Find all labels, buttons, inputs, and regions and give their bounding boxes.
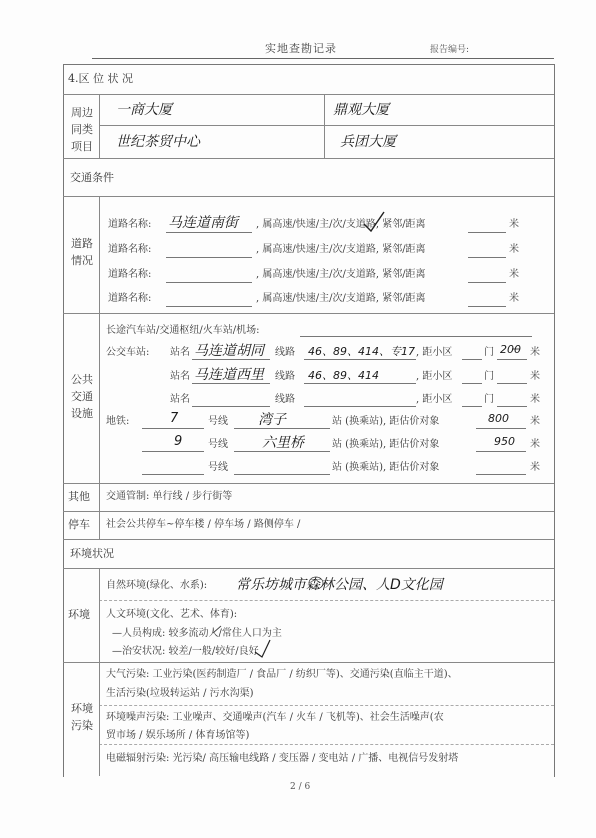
road-type-options: , 属高速/快速/主/次/支道路, 紧邻/距离	[256, 219, 426, 230]
gate-label: 门	[484, 394, 494, 405]
road-type-options: , 属高速/快速/主/次/支道路, 紧邻/距离	[256, 244, 426, 255]
metro-1-line: 7	[170, 411, 179, 426]
metro-2-station: 六里桥	[262, 435, 304, 451]
electromagnetic-pollution: 电磁辐射污染: 光污染/ 高压输电线路 / 变压器 / 变电站 / 广播、电视信号发射塔	[106, 753, 459, 764]
unit-label: 米	[509, 293, 519, 304]
station-name-label: 站名	[170, 394, 190, 405]
station-name-label: 站名	[170, 347, 190, 358]
air-pollution-line-1: 大气污染: 工业污染(医药制造厂 / 食品厂 / 纺织厂等)、交通污染(直临主干道)、	[106, 669, 458, 680]
distance-label: , 距小区	[416, 371, 453, 382]
section-title: 4.区 位 状 况	[68, 72, 133, 85]
transfer-station-label: 站 (换乘站), 距估价对象	[332, 462, 440, 473]
transfer-station-label: 站 (换乘站), 距估价对象	[332, 416, 440, 427]
bus-stop-2-routes: 46、89、414	[308, 369, 379, 382]
transfer-station-label: 站 (换乘站), 距估价对象	[332, 439, 440, 450]
bus-stop-label: 公交车站:	[106, 347, 150, 358]
environment-status-title: 环境状况	[70, 547, 114, 560]
document-title: 实地查勘记录	[265, 42, 337, 55]
meter-label: 米	[530, 416, 540, 427]
metro-2-line: 9	[174, 434, 183, 449]
line-label: 号线	[208, 416, 228, 427]
natural-environment-value: 常乐坊城市森林公园、人D文化园	[236, 577, 443, 593]
bus-stop-1-routes: 46、89、414、专17	[308, 345, 415, 358]
road-conditions-label: 道路情况	[71, 237, 93, 267]
line-label: 号线	[208, 462, 228, 473]
unit-label: 米	[509, 219, 519, 230]
environment-label: 环境	[68, 608, 90, 621]
check-mark-icon	[364, 212, 384, 231]
public-transport-label: 公共交通设施	[71, 373, 93, 420]
slash-mark-icon	[213, 626, 221, 633]
road-name-value: 马连道南街	[168, 215, 238, 231]
air-pollution-line-2: 生活污染(垃圾转运站 / 污水沟渠)	[106, 688, 254, 699]
road-name-label: 道路名称:	[108, 293, 152, 304]
meter-label: 米	[530, 439, 540, 450]
metro-1-distance: 800	[488, 412, 509, 425]
parking-text: 社会公共停车~停车楼 / 停车场 / 路侧停车 /	[106, 519, 301, 530]
security-status: —治安状况: 较差/一般/较好/良好	[112, 646, 259, 657]
parking-label: 停车	[68, 518, 90, 531]
distance-label: , 距小区	[416, 347, 453, 358]
road-name-label: 道路名称:	[108, 244, 152, 255]
natural-environment-label: 自然环境(绿化、水系):	[106, 580, 208, 591]
route-label: 线路	[275, 394, 295, 405]
nearby-project-4: 兵团大厦	[340, 134, 396, 150]
other-label: 其他	[68, 490, 90, 503]
pollution-label: 环境污染	[71, 702, 93, 732]
nearby-project-3: 世纪茶贸中心	[116, 134, 200, 150]
metro-label: 地铁:	[106, 416, 130, 427]
meter-label: 米	[530, 394, 540, 405]
unit-label: 米	[509, 244, 519, 255]
station-name-label: 站名	[170, 371, 190, 382]
bus-stop-2-name: 马连道西里	[194, 367, 264, 383]
humanities-environment-label: 人文环境(文化、艺术、体育):	[106, 609, 238, 620]
road-type-options: , 属高速/快速/主/次/支道路, 紧邻/距离	[256, 293, 426, 304]
noise-pollution-line-1: 环境噪声污染: 工业噪声、交通噪声(汽车 / 火车 / 飞机等)、社会生活噪声(农	[106, 712, 444, 723]
metro-1-station: 湾子	[258, 412, 286, 428]
population-composition: —人员构成: 较多流动人/常住人口为主	[112, 628, 282, 639]
nearby-project-1: 一商大厦	[116, 102, 172, 118]
nearby-project-2: 鼎观大厦	[333, 102, 389, 118]
distance-label: , 距小区	[416, 394, 453, 405]
line-label: 号线	[208, 439, 228, 450]
noise-pollution-line-2: 贸市场 / 娱乐场所 / 体育场馆等)	[106, 730, 250, 741]
meter-label: 米	[530, 462, 540, 473]
route-label: 线路	[275, 371, 295, 382]
gate-label: 门	[484, 347, 494, 358]
traffic-control-text: 交通管制: 单行线 / 步行街等	[106, 491, 233, 502]
circle-mark-icon	[309, 577, 323, 589]
bus-stop-1-distance: 200	[500, 343, 521, 356]
check-mark-icon	[255, 640, 270, 657]
meter-label: 米	[530, 347, 540, 358]
road-name-label: 道路名称:	[108, 269, 152, 280]
page-number: 2 / 6	[290, 782, 311, 792]
metro-2-distance: 950	[494, 435, 515, 448]
road-name-label: 道路名称:	[108, 219, 152, 230]
bus-stop-1-name: 马连道胡同	[194, 343, 264, 359]
unit-label: 米	[509, 269, 519, 280]
gate-label: 门	[484, 371, 494, 382]
long-distance-hub-label: 长途汽车站/交通枢纽/火车站/机场:	[106, 325, 260, 336]
report-number-label: 报告编号:	[430, 45, 470, 55]
traffic-conditions-title: 交通条件	[70, 171, 114, 184]
route-label: 线路	[275, 347, 295, 358]
meter-label: 米	[530, 371, 540, 382]
road-type-options: , 属高速/快速/主/次/支道路, 紧邻/距离	[256, 269, 426, 280]
nearby-projects-label: 周边同类项目	[71, 106, 93, 153]
